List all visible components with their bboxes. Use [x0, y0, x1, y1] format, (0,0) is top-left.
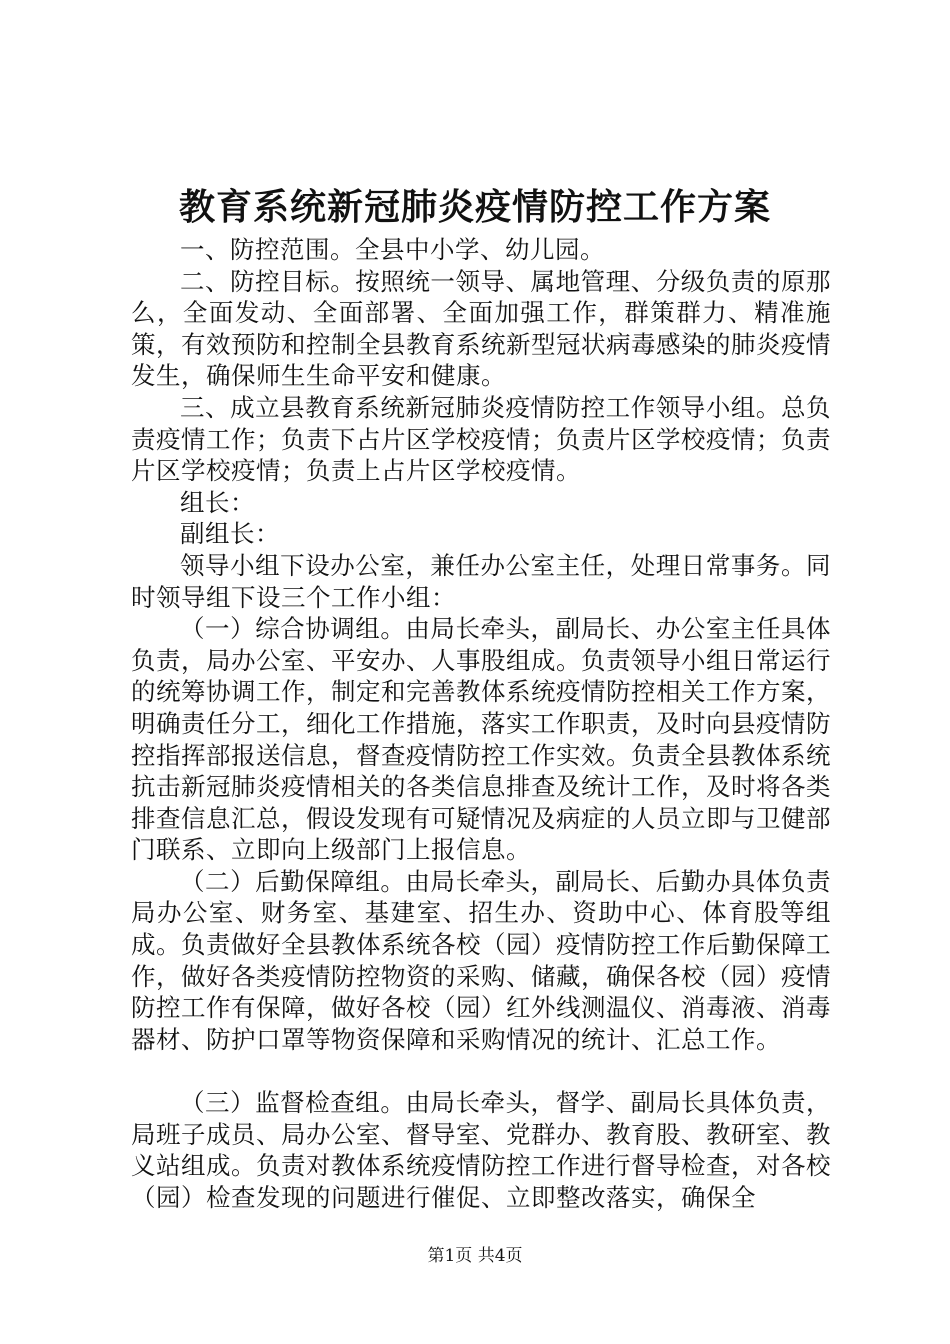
paragraph-office: 领导小组下设办公室，兼任办公室主任，处理日常事务。同时领导组下设三个工作小组：	[131, 550, 831, 612]
paragraph-goal: 二、防控目标。按照统一领导、属地管理、分级负责的原那么，全面发动、全面部署、全面加强工作，群策群力、精准施策，有效预防和控制全县教育系统新型冠状病毒感染的肺炎疫情发生，确保师生生命平安和健康。	[131, 266, 831, 391]
document-title: 教育系统新冠肺炎疫情防控工作方案	[178, 186, 771, 228]
paragraph-logistics-group: （二）后勤保障组。由局长牵头，副局长、后勤办具体负责局办公室、财务室、基建室、招生办、资助中心、体育股等组成。负责做好全县教体系统各校（园）疫情防控工作后勤保障工作，做好各类疫情防控物资的采购、储藏，确保各校（园）疫情防控工作有保障，做好各校（园）红外线测温仪、消毒液、消毒器材、防护口罩等物资保障和采购情况的统计、汇总工作。	[131, 866, 831, 1054]
document-body	[131, 234, 831, 1213]
paragraph-inspection-group: （三）监督检查组。由局长牵头，督学、副局长具体负责，局班子成员、局办公室、督导室、党群办、教育股、教研室、教义站组成。负责对教体系统疫情防控工作进行督导检查，对各校（园）检查发现的问题进行催促、立即整改落实，确保全	[131, 1088, 831, 1212]
page-number-footer: 第1页 共4页	[427, 1246, 523, 1266]
paragraph-scope: 一、防控范围。全县中小学、幼儿园。	[180, 235, 605, 264]
paragraph-deputy-leader: 副组长：	[180, 519, 280, 549]
paragraph-group-leader: 组长：	[180, 487, 255, 517]
paragraph-coordination-group: （一）综合协调组。由局长牵头，副局长、办公室主任具体负责，局办公室、平安办、人事股组成。负责领导小组日常运行的统筹协调工作，制定和完善教体系统疫情防控相关工作方案，明确责任分工，细化工作措施，落实工作职责，及时向县疫情防控指挥部报送信息，督查疫情防控工作实效。负责全县教体系统抗击新冠肺炎疫情相关的各类信息排查及统计工作，及时将各类排查信息汇总，假设发现有可疑情况及病症的人员立即与卫健部门联系、立即向上级部门上报信息。	[131, 614, 831, 865]
paragraph-leadership-group: 三、成立县教育系统新冠肺炎疫情防控工作领导小组。总负责疫情工作；负责下占片区学校疫情；负责片区学校疫情；负责片区学校疫情；负责上占片区学校疫情。	[131, 392, 831, 486]
